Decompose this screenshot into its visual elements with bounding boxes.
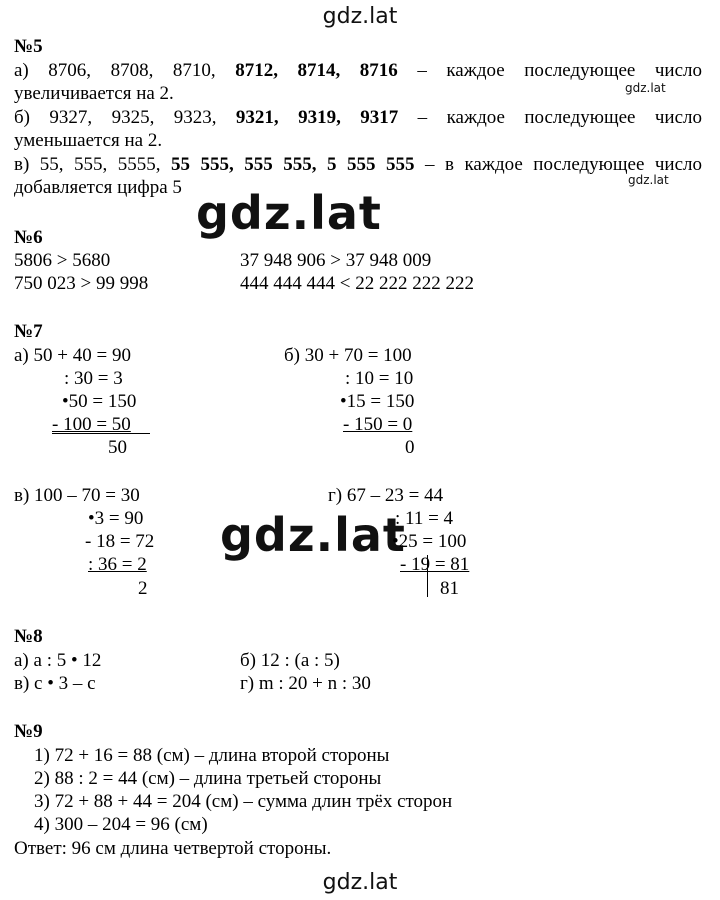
task7-v-line1: в) 100 – 70 = 30 <box>14 485 140 506</box>
task6-row1-right: 37 948 906 > 37 948 009 <box>240 250 432 271</box>
task7-heading: №7 <box>14 321 43 342</box>
watermark-small-2: gdz.lat <box>628 173 669 187</box>
task7-b-line1: б) 30 + 70 = 100 <box>284 345 412 366</box>
task9-answer: Ответ: 96 см длина четвертой стороны. <box>14 838 332 859</box>
task8-v: в) с • 3 – с <box>14 673 96 694</box>
task7-b-line2: : 10 = 10 <box>345 368 414 389</box>
task7-a-line1: а) 50 + 40 = 90 <box>14 345 131 366</box>
task7-g-line2: : 11 = 4 <box>395 508 454 529</box>
task5-b-line2: уменьшается на 2. <box>14 130 163 151</box>
task7-v-line2: •3 = 90 <box>88 508 144 529</box>
watermark-small-1: gdz.lat <box>625 81 666 95</box>
task6-row2-left: 750 023 > 99 998 <box>14 273 149 294</box>
task7-a-underline <box>52 433 150 434</box>
task5-a-line1: а) 8706, 8708, 8710, 8712, 8714, 8716 – каждое последующее число <box>14 60 703 81</box>
task9-step4: 4) 300 – 204 = 96 (см) <box>34 814 208 835</box>
task9-step3: 3) 72 + 88 + 44 = 204 (см) – сумма длин трёх сторон <box>34 791 453 812</box>
task6-row2-right: 444 444 444 < 22 222 222 222 <box>240 273 474 294</box>
task8-b: б) 12 : (а : 5) <box>240 650 340 671</box>
task7-g-line4: - 19 = 81 <box>400 554 470 575</box>
task8-a: а) а : 5 • 12 <box>14 650 102 671</box>
task7-b-line4: - 150 = 0 <box>343 414 413 435</box>
task5-v-line1: в) 55, 555, 5555, 55 555, 555 555, 5 555 555 – в каждое последующее число <box>14 154 703 175</box>
task9-step2: 2) 88 : 2 = 44 (см) – длина третьей стороны <box>34 768 382 789</box>
task9-step1: 1) 72 + 16 = 88 (см) – длина второй стороны <box>34 745 390 766</box>
task5-a-line2: увеличивается на 2. <box>14 83 174 104</box>
task7-a-line2: : 30 = 3 <box>64 368 123 389</box>
task7-v-line3: - 18 = 72 <box>85 531 155 552</box>
task7-a-line3: •50 = 150 <box>62 391 137 412</box>
task7-b-line3: •15 = 150 <box>340 391 415 412</box>
task5-b-line1: б) 9327, 9325, 9323, 9321, 9319, 9317 – каждое последующее число <box>14 107 703 128</box>
watermark-top: gdz.lat <box>322 4 398 29</box>
task7-g-vertical-line <box>427 555 428 597</box>
task7-a-line4: - 100 = 50 <box>52 414 131 435</box>
task7-b-result: 0 <box>405 437 415 458</box>
watermark-bottom: gdz.lat <box>322 870 398 895</box>
task8-g: г) m : 20 + n : 30 <box>240 673 371 694</box>
watermark-big-2: gdz.lat <box>220 508 406 562</box>
task9-heading: №9 <box>14 721 43 742</box>
task8-heading: №8 <box>14 626 43 647</box>
task5-heading: №5 <box>14 36 43 57</box>
task7-a-result: 50 <box>108 437 127 458</box>
task7-v-result: 2 <box>138 578 148 599</box>
task7-v-line4: : 36 = 2 <box>88 554 147 575</box>
task6-row1-left: 5806 > 5680 <box>14 250 111 271</box>
task7-g-line1: г) 67 – 23 = 44 <box>328 485 444 506</box>
watermark-big-1: gdz.lat <box>196 186 382 240</box>
task6-heading: №6 <box>14 227 43 248</box>
task7-g-result: 81 <box>440 578 459 599</box>
task5-v-line2: добавляется цифра 5 <box>14 177 182 198</box>
task7-g-line3: •25 = 100 <box>392 531 467 552</box>
